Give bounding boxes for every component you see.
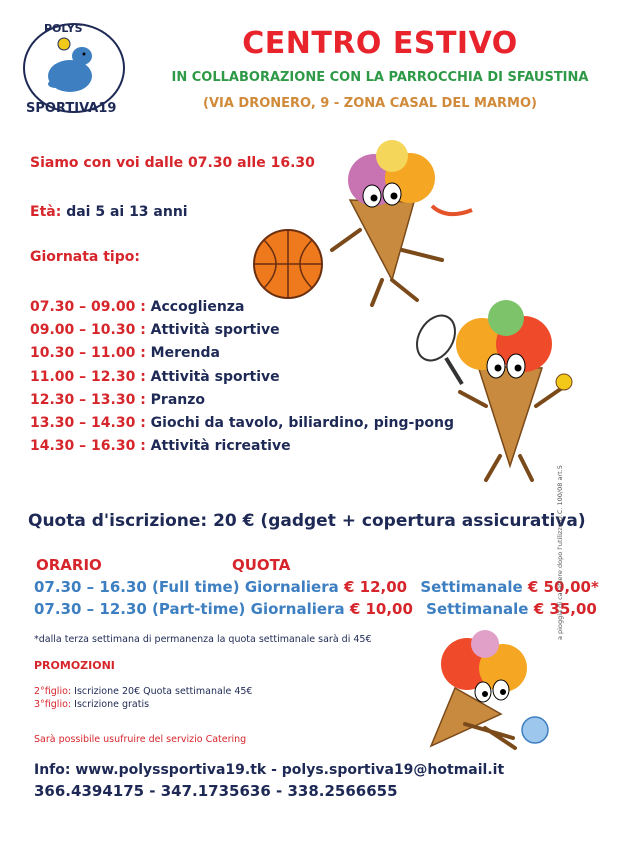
ice-cream-tennis-illustration: [400, 296, 585, 486]
col-orario-header: ORARIO: [36, 556, 102, 574]
contact-info: Info: www.polyssportiva19.tk - polys.sportiva19@hotmail.it: [34, 762, 505, 778]
daily-price: € 10,00: [349, 600, 413, 618]
schedule-activity: Attività ricreative: [150, 438, 291, 455]
side-print-note: a pioggia di carattere dopo l'utilizzo D.C. 100/08 art.5: [556, 465, 564, 640]
schedule-activity: Giochi da tavolo, biliardino, ping-pong: [150, 414, 454, 431]
hours-text: Siamo con voi dalle 07.30 alle 16.30: [30, 155, 315, 171]
page-title: CENTRO ESTIVO: [242, 26, 518, 61]
pricing-footnote: *dalla terza settimana di permanenza la quota settimanale sarà di 45€: [34, 634, 372, 645]
orario-value: 07.30 – 16.30 (Full time): [34, 578, 240, 596]
age-line: [30, 204, 188, 220]
schedule-time: 11.00 – 12.30 :: [30, 368, 146, 385]
promotions-title: PROMOZIONI: [34, 659, 115, 672]
ice-cream-ball-illustration: [405, 628, 565, 758]
schedule-time: 12.30 – 13.30 :: [30, 391, 146, 408]
logo-top-text: POLYS: [44, 22, 83, 35]
daily-label: Giornaliera: [244, 578, 339, 596]
promotion-label: 3°figlio:: [34, 699, 72, 710]
ball-icon: [522, 717, 548, 743]
daily-price: € 12,00: [343, 578, 408, 596]
schedule-activity: Accoglienza: [150, 299, 245, 315]
schedule-time: 13.30 – 14.30 :: [30, 414, 146, 431]
weekly-price: € 35,00: [533, 600, 597, 618]
weekly-price: € 50,00*: [527, 578, 599, 596]
schedule-activity: Attività sportive: [150, 368, 280, 385]
schedule-row: [30, 389, 454, 412]
schedule-activity: Attività sportive: [150, 322, 280, 339]
schedule-row: [30, 319, 454, 342]
orario-value: 07.30 – 12.30 (Part-time): [34, 600, 246, 618]
registration-fee: Quota d'iscrizione: 20 € (gadget + copertura assicurativa): [28, 511, 586, 531]
schedule-list: [30, 296, 454, 458]
weekly-label: Settimanale: [426, 600, 529, 618]
schedule-activity: Merenda: [150, 345, 220, 362]
schedule-time: 07.30 – 09.00 :: [30, 299, 146, 315]
tennis-racket-icon: [409, 309, 462, 368]
schedule-row: [30, 412, 454, 435]
col-quota-header: QUOTA: [232, 556, 291, 574]
age-label: Età:: [30, 204, 62, 220]
schedule-row: [30, 435, 454, 458]
daily-label: Giornaliera: [250, 600, 345, 618]
promotion-item: [34, 699, 149, 710]
weekly-label: Settimanale: [420, 578, 523, 596]
schedule-time: 09.00 – 10.30 :: [30, 322, 146, 339]
price-row-part-time: [34, 600, 597, 618]
price-row-full-time: [34, 578, 599, 596]
polys-sportiva-logo: [18, 18, 130, 118]
age-value: dai 5 ai 13 anni: [66, 204, 188, 220]
schedule-activity: Pranzo: [150, 391, 206, 408]
logo-bottom-text: SPORTIVA19: [26, 101, 117, 116]
promotion-text: Iscrizione 20€ Quota settimanale 45€: [74, 686, 253, 697]
ice-cream-basketball-illustration: [242, 140, 492, 310]
schedule-row: [30, 366, 454, 389]
subtitle: IN COLLABORAZIONE CON LA PARROCCHIA DI SFAUSTINA: [171, 70, 589, 85]
promotion-item: [34, 686, 252, 697]
schedule-time: 10.30 – 11.00 :: [30, 345, 146, 362]
schedule-time: 14.30 – 16.30 :: [30, 438, 146, 455]
day-label: Giornata tipo:: [30, 249, 140, 265]
promotion-text: Iscrizione gratis: [74, 699, 150, 710]
catering-note: Sarà possibile usufruire del servizio Catering: [34, 734, 247, 745]
address: (VIA DRONERO, 9 - ZONA CASAL DEL MARMO): [203, 96, 537, 111]
phone-numbers: 366.4394175 - 347.1735636 - 338.2566655: [34, 782, 398, 800]
promotion-label: 2°figlio:: [34, 686, 72, 697]
schedule-row: [30, 342, 454, 365]
